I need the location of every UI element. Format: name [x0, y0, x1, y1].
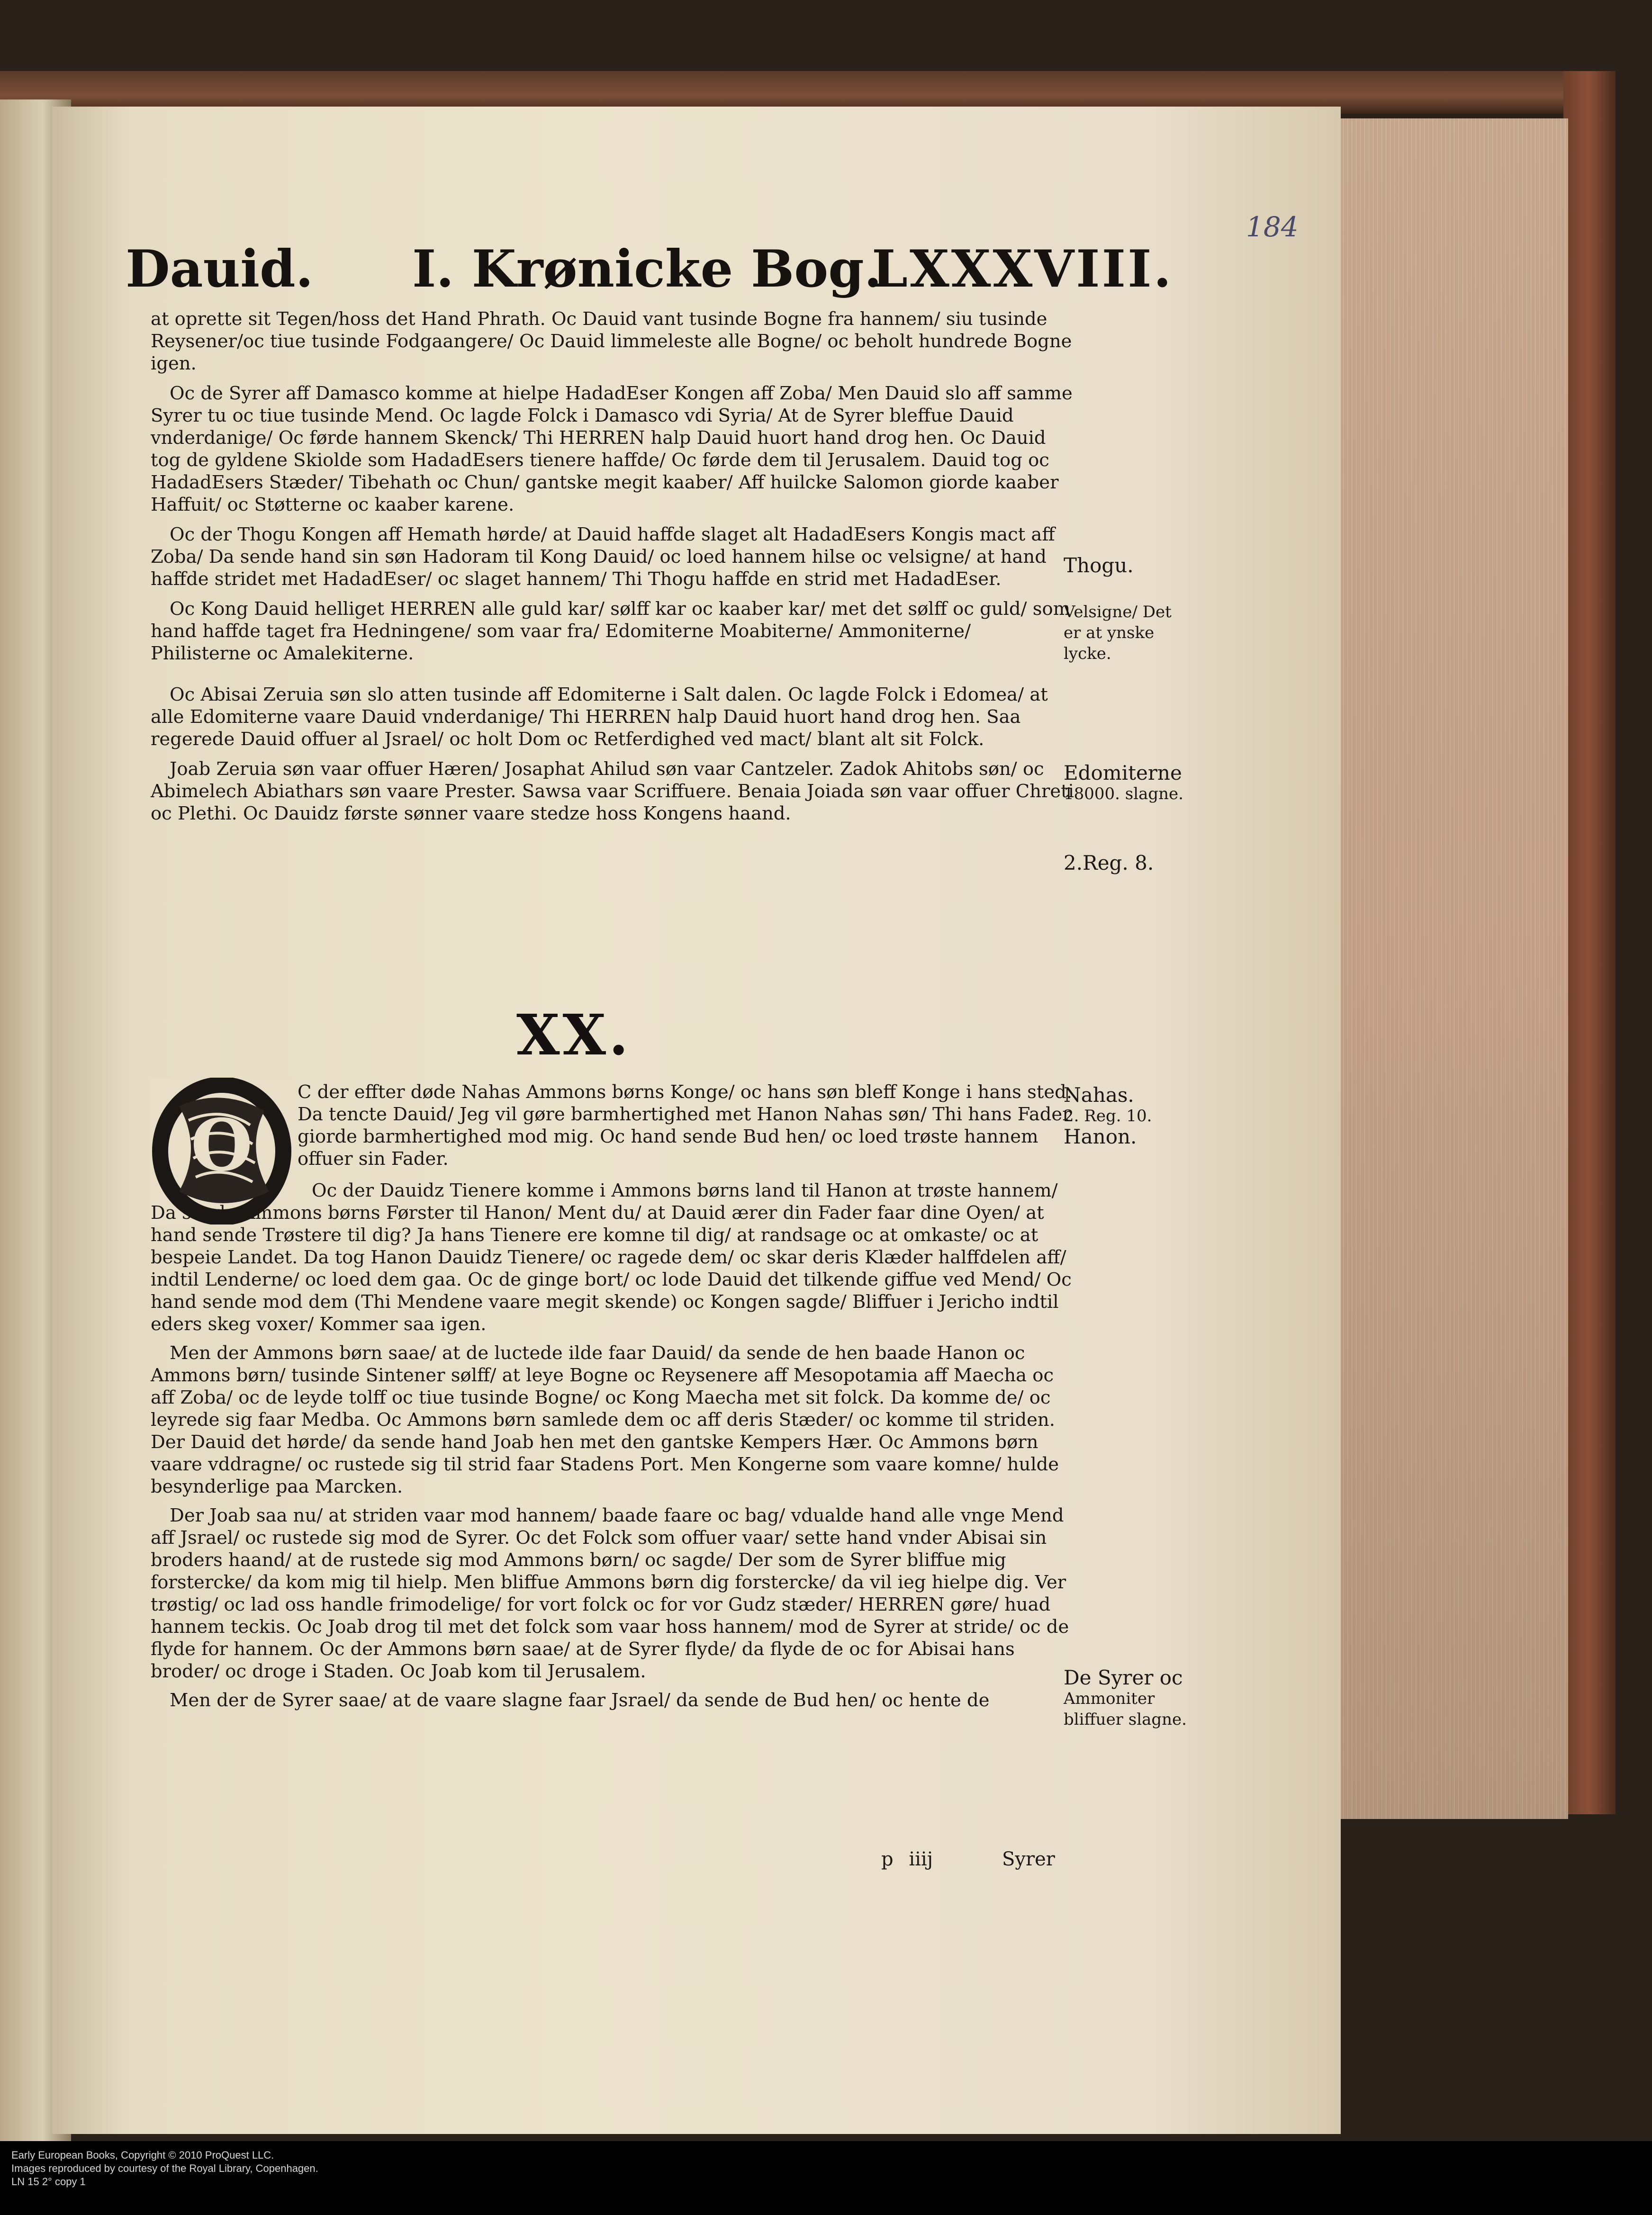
book-cover-edge	[1563, 71, 1616, 1814]
marginal-note-thogu	[1064, 555, 1206, 576]
paragraph: Oc der Dauidz Tienere komme i Ammons børns land til Hanon at trøste hannem/ Da sagde Ammons børns Førster til Hanon/ Ment du/ at Dauid ærer din Fader faar dine Oyen/ at hand sende Trøstere til dig? Ja hans Tienere ere komne til dig/ at randsage oc at omkaste/ oc at bespeie Landet. Da tog Hanon Dauidz Tienere/ oc ragede dem/ oc skar deris Klæder halffdelen aff/ indtil Lenderne/ oc loed dem gaa. Oc de ginge bort/ oc lode Dauid det tilkende giffue ved Mend/ Oc hand sende mod dem (Thi Mendene vaare megit skende) oc Kongen sagde/ Bliffuer i Jericho indtil eders skeg voxer/ Kommer saa igen.	[151, 1180, 1072, 1335]
chapter-xix-continuation	[151, 308, 1074, 832]
chapter-xx-opening	[298, 1081, 1074, 1177]
paragraph: C der effter døde Nahas Ammons børns Konge/ oc hans søn bleff Konge i hans sted. Da tencte Dauid/ Jeg vil gøre barmhertighed met Hanon Nahas søn/ Thi hans Fader giorde barmhertighed mod mig. Oc hand sende Bud hen/ oc loed trøste hannem offuer sin Fader.	[298, 1081, 1073, 1170]
footer-line: Images reproduced by courtesy of the Royal Library, Copenhagen.	[11, 2162, 318, 2174]
paragraph: Oc Kong Dauid helliget HERREN alle guld kar/ sølff kar oc kaaber kar/ met det sølff oc guld/ som hand haffde taget fra Hedningene/ som vaar fra/ Edomiterne Moabiterne/ Ammoniterne/ Philisterne oc Amalekiterne.	[151, 598, 1071, 664]
margin-text: bliffuer slagne.	[1064, 1710, 1187, 1729]
footer-line: LN 15 2° copy 1	[11, 2176, 86, 2188]
running-head-center: I. Krønicke Bog.	[412, 239, 882, 299]
copyright-footer	[0, 2141, 1652, 2215]
paragraph: Oc der Thogu Kongen aff Hemath hørde/ at Dauid haffde slaget alt HadadEsers Kongis mact aff Zoba/ Da sende hand sin søn Hadoram til Kong Dauid/ oc loed hannem hilse oc velsigne/ at hand haffde stridet met HadadEser/ oc slaget hannem/ Thi Thogu haffde en strid met HadadEser.	[151, 524, 1055, 590]
margin-text: Edomiterne	[1064, 761, 1182, 784]
paragraph: Joab Zeruia søn vaar offuer Hæren/ Josaphat Ahilud søn vaar Cantzeler. Zadok Ahitobs søn/ oc Abimelech Abiathars søn vaare Prester. Sawsa vaar Scriffuere. Benaia Joiada søn vaar offuer Chreti oc Plethi. Oc Dauidz første sønner vaare stedze hoss Kongens haand.	[151, 758, 1074, 824]
initial-letter: O	[190, 1104, 253, 1187]
running-head-left: Dauid.	[126, 239, 314, 299]
marginal-note-syrer	[1064, 1667, 1206, 1730]
margin-text: Thogu.	[1064, 554, 1134, 577]
signature-mark: p iiij	[881, 1848, 933, 1870]
handwritten-folio: 184	[1246, 211, 1299, 243]
paragraph: Men der Ammons børn saae/ at de luctede ilde faar Dauid/ da sende de hen baade Hanon oc Ammons børn/ tusinde Sintener sølff/ at leye Bogne oc Reysenere aff Mesopotamia aff Maecha oc aff Zoba/ oc de leyde tolff oc tiue tusinde Bogne/ oc Kong Maecha met sit folck. Da komme de/ oc leyrede sig faar Medba. Oc Ammons børn samlede dem oc aff deris Stæder/ oc komme til striden. Der Dauid det hørde/ da sende hand Joab hen met den gantske Kempers Hær. Oc Ammons børn vaare vddragne/ oc rustede sig til strid faar Stadens Port. Men Kongerne som vaare komne/ hulde besynderlige paa Marcken.	[151, 1342, 1059, 1497]
marginal-note-reg8	[1064, 853, 1206, 873]
page-block-shade	[1341, 118, 1568, 1819]
margin-text: De Syrer oc	[1064, 1666, 1183, 1689]
margin-text: Ammoniter	[1064, 1689, 1155, 1708]
margin-text: 2.Reg. 8.	[1064, 851, 1154, 874]
marginal-note-edomiterne	[1064, 763, 1206, 804]
paragraph: Oc de Syrer aff Damasco komme at hielpe HadadEser Kongen aff Zoba/ Men Dauid slo aff samme Syrer tu oc tiue tusinde Mend. Oc lagde Folck i Damasco vdi Syria/ At de Syrer bleffue Dauid vnderdanige/ Oc førde hannem Skenck/ Thi HERREN halp Dauid huort hand drog hen. Oc Dauid tog de gyldene Skiolde som HadadEsers tienere haffde/ Oc førde dem til Jerusalem. Dauid tog oc HadadEsers Stæder/ Tibehath oc Chun/ gantske megit kaaber/ Aff huilcke Salomon giorde kaaber Haffuit/ oc Støtterne oc kaaber karene.	[151, 383, 1073, 515]
margin-text: Nahas.	[1064, 1083, 1134, 1107]
margin-text: Hanon.	[1064, 1125, 1137, 1148]
margin-text: 18000. slagne.	[1064, 784, 1183, 803]
margin-text: Velsigne/ Det	[1064, 603, 1172, 621]
chapter-xx-body	[151, 1180, 1074, 1718]
footer-line: Early European Books, Copyright © 2010 ProQuest LLC.	[11, 2149, 274, 2161]
paragraph: at oprette sit Tegen/hoss det Hand Phrath. Oc Dauid vant tusinde Bogne fra hannem/ siu tusinde Reysener/oc tiue tusinde Fodgaangere/ Oc Dauid limmeleste alle Bogne/ oc beholt hundrede Bogne igen.	[151, 308, 1072, 374]
marginal-note-velsigne	[1064, 602, 1206, 664]
paragraph: Der Joab saa nu/ at striden vaar mod hannem/ baade faare oc bag/ vdualde hand alle vnge Mend aff Jsrael/ oc rustede sig mod de Syrer. Oc det Folck som offuer vaar/ sette hand vnder Abisai sin broders haand/ at de rustede sig mod Ammons børn/ oc sagde/ Der som de Syrer bliffue mig forstercke/ da kom mig til hielp. Men bliffue Ammons børn dig forstercke/ da vil ieg hielpe dig. Ver trøstig/ oc lad oss handle frimodelige/ for vort folck oc for vor Gudz stæder/ HERREN gøre/ huad hannem teckis. Oc Joab drog til met det folck som vaar hoss hannem/ mod de Syrer at stride/ oc de flyde for hannem. Oc der Ammons børn saae/ at de Syrer flyde/ da flyde de oc for Abisai hans broder/ oc droge i Staden. Oc Joab kom til Jerusalem.	[151, 1505, 1069, 1682]
paragraph: Oc Abisai Zeruia søn slo atten tusinde aff Edomiterne i Salt dalen. Oc lagde Folck i Edomea/ at alle Edomiterne vaare Dauid vnderdanige/ Thi HERREN halp Dauid huort hand drog hen. Saa regerede Dauid offuer al Jsrael/ oc holt Dom oc Retferdighed ved mact/ blant alt sit Folck.	[151, 684, 1048, 750]
margin-text: 2. Reg. 10.	[1064, 1107, 1152, 1126]
paragraph: Men der de Syrer saae/ at de vaare slagne faar Jsrael/ da sende de Bud hen/ oc hente de	[170, 1690, 990, 1711]
margin-text: er at ynske lycke.	[1064, 623, 1155, 663]
running-head-right: LXXXVIII.	[872, 239, 1174, 299]
catchword: Syrer	[1002, 1848, 1055, 1870]
marginal-note-nahas	[1064, 1085, 1206, 1147]
chapter-number: XX.	[516, 1002, 632, 1068]
